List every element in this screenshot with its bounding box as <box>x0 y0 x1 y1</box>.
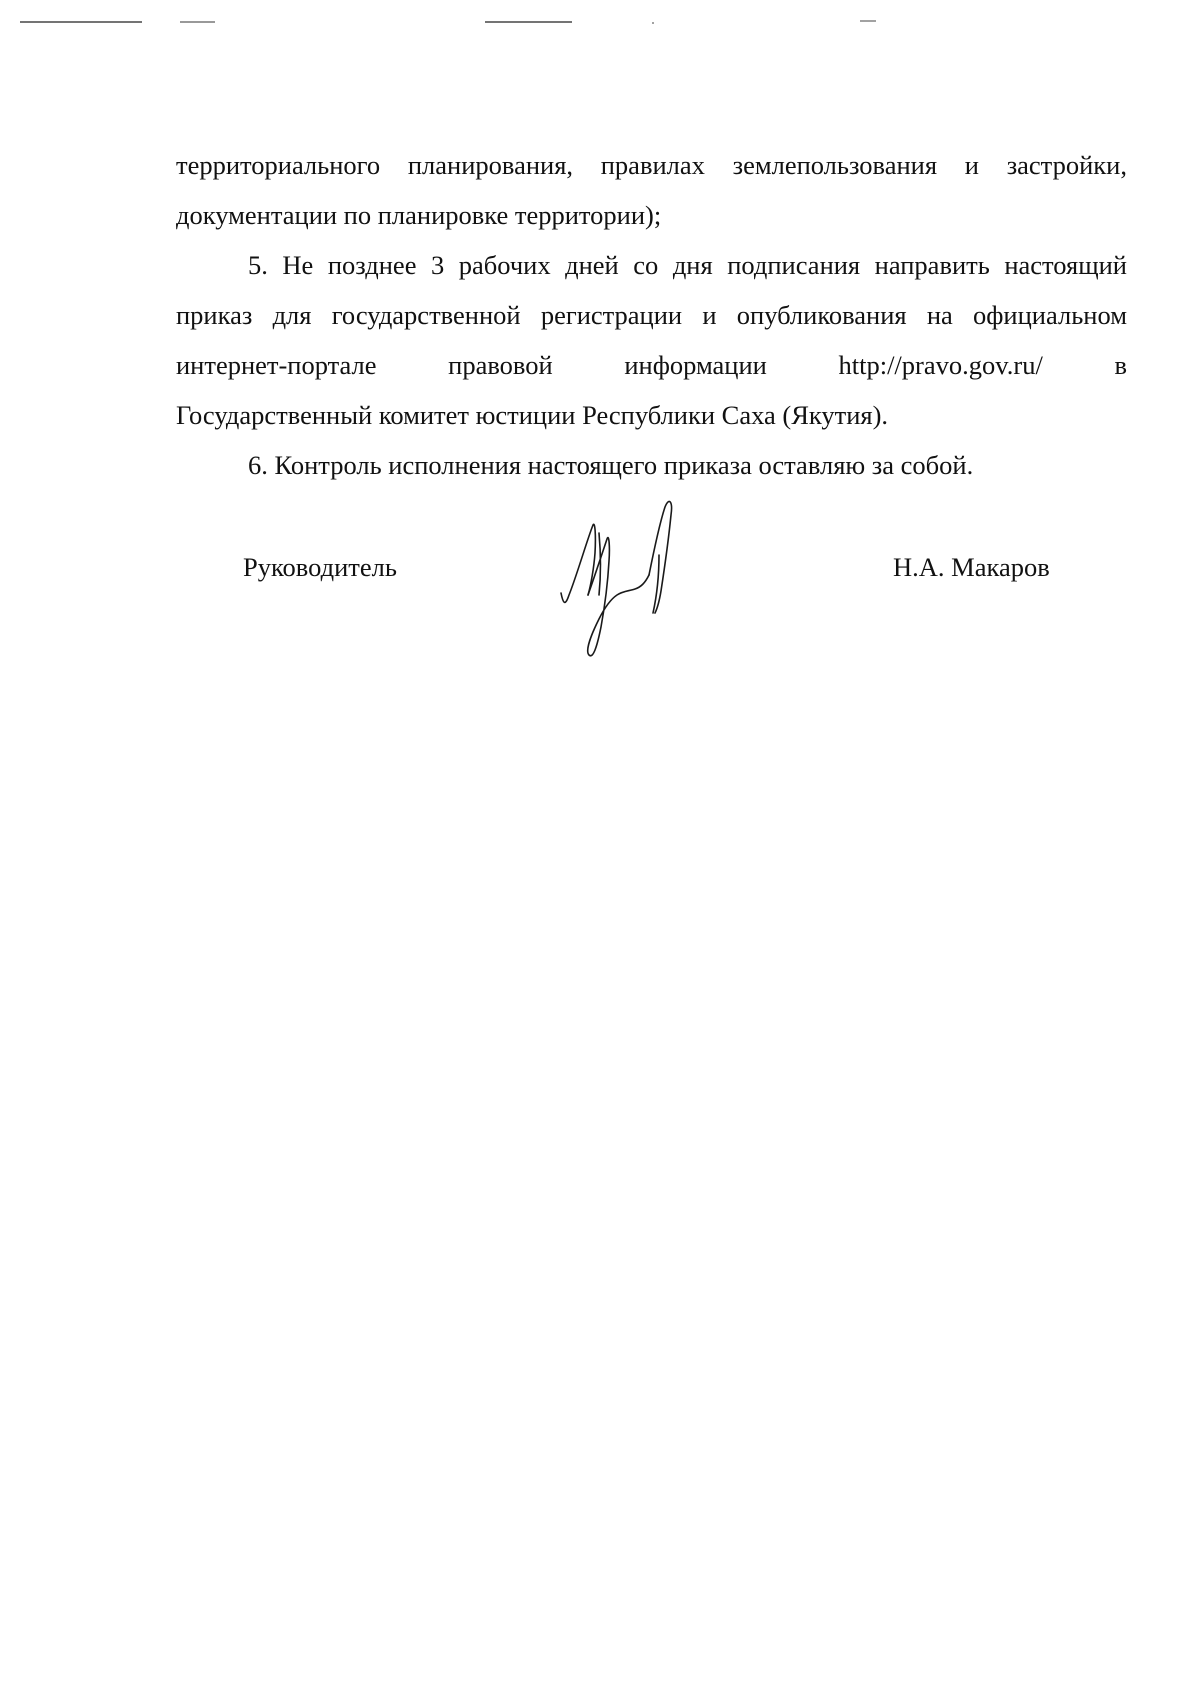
signatory-title: Руководитель <box>243 552 397 582</box>
scan-edge-marks <box>0 0 1200 30</box>
paragraph-5 <box>176 240 1127 440</box>
paragraph-continuation-line-2: документации по планировке территории); <box>176 200 662 230</box>
handwritten-signature <box>555 495 715 670</box>
paragraph-5-line-3: интернет-портале правовой информации http://pravo.gov.ru/ в <box>176 340 1127 390</box>
paragraph-6: 6. Контроль исполнения настоящего приказа оставляю за собой. <box>248 450 974 480</box>
pravo-url: http://pravo.gov.ru/ <box>838 350 1043 380</box>
signatory-name: Н.А. Макаров <box>893 552 1050 582</box>
paragraph-5-line-1: 5. Не позднее 3 рабочих дней со дня подписания направить настоящий <box>248 250 1127 280</box>
paragraph-continuation <box>176 140 1127 240</box>
paragraph-5-line-2: приказ для государственной регистрации и опубликования на официальном <box>176 300 1127 330</box>
paragraph-5-line-4: Государственный комитет юстиции Республики Саха (Якутия). <box>176 400 889 430</box>
paragraph-continuation-line-1: территориального планирования, правилах землепользования и застройки, <box>176 150 1127 180</box>
